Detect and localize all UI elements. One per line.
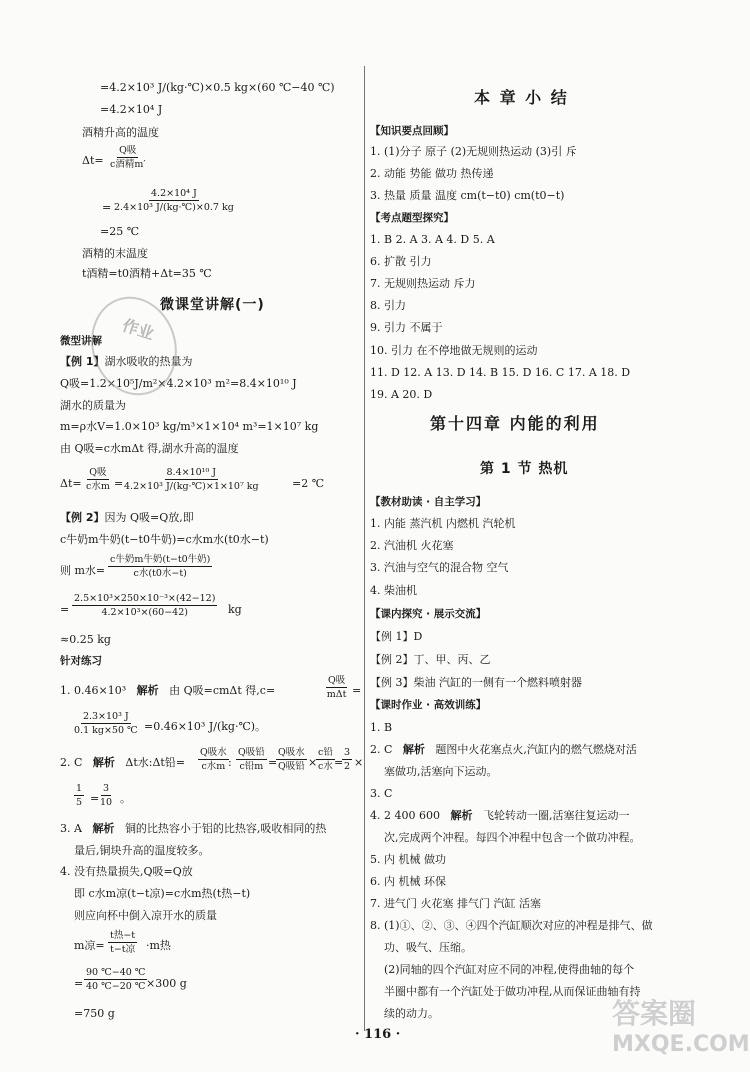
fraction-numerator: 3 — [103, 783, 110, 794]
fraction-numerator: 2.3×10³ J — [82, 711, 129, 722]
text-line: 10. 引力 在不停地做无规则的运动 — [370, 344, 538, 357]
text-line: ≈0.25 kg — [60, 633, 111, 646]
section-header: 【课内探究 · 展示交流】 — [370, 608, 487, 620]
text-line: = — [102, 201, 112, 214]
text-line: c牛奶m牛奶(t−t0牛奶)=c水m水(t0水−t) — [60, 533, 269, 546]
answer-text: 题图中火花塞点火,汽缸内的燃气燃烧对活 — [435, 743, 637, 756]
fraction-denominator: 4.2×10³ J/(kg·℃)×1×10⁷ kg — [124, 480, 259, 492]
fraction-numerator: Q吸 — [328, 675, 346, 686]
text-line: 塞做功,活塞向下运动。 — [384, 765, 498, 778]
fraction — [84, 968, 147, 991]
fraction-numerator: c牛奶m牛奶(t−t0牛奶) — [110, 554, 211, 565]
answer-text: 飞轮转动一圈,活塞往复运动一 — [482, 809, 630, 822]
text-line: 9. 引力 不属于 — [370, 321, 443, 334]
section-title: 微课堂讲解(一) — [160, 297, 265, 313]
section-title: 第 1 节 热机 — [480, 461, 569, 477]
fraction — [236, 748, 267, 771]
text-line: kg — [228, 603, 242, 616]
answer-line — [370, 744, 637, 755]
text-line: =0.46×10³ J/(kg·℃)。 — [144, 720, 267, 733]
fraction — [326, 676, 347, 699]
fraction-denominator: 2 — [344, 760, 351, 772]
watermark-url: MXQE.COM — [612, 1032, 750, 1057]
fraction-numerator: Q吸水 — [200, 747, 227, 758]
text-line: ×300 g — [146, 977, 187, 990]
text-line: 7. 无规则热运动 斥力 — [370, 277, 476, 290]
watermark-text: 答案圈 — [612, 997, 697, 1030]
text-line: 1. B — [370, 721, 393, 734]
fraction-numerator: c铅 — [318, 747, 333, 758]
stamp-text: 作业 — [120, 315, 157, 344]
fraction-numerator: Q吸 — [119, 145, 137, 156]
text-line: × — [354, 756, 364, 769]
fraction-denominator: c水m — [86, 480, 110, 492]
text-line: 4. 柴油机 — [370, 584, 417, 597]
text-line: 酒精的末温度 — [82, 247, 148, 260]
answer-number: 2. C — [60, 756, 83, 769]
text-line: 5. 内 机械 做功 — [370, 853, 446, 866]
subsection-title: 微型讲解 — [60, 335, 102, 347]
text-line: = — [334, 756, 344, 769]
text-line: 续的动力。 — [384, 1007, 439, 1020]
fraction-denominator: c水m — [201, 760, 226, 772]
fraction — [110, 146, 146, 169]
fraction — [74, 784, 84, 807]
text-line: = — [74, 977, 84, 990]
fraction — [72, 594, 217, 617]
text-line: m=ρ水V=1.0×10³ kg/m³×1×10⁴ m³=1×10⁷ kg — [60, 420, 319, 433]
text-line: 6. 扩散 引力 — [370, 255, 432, 268]
fraction-denominator: c铅m — [239, 760, 264, 772]
text-line: Q吸=1.2×10⁵J/m²×4.2×10³ m²=8.4×10¹⁰ J — [60, 377, 297, 390]
analysis-label: 解析 — [92, 822, 115, 835]
fraction-numerator: 8.4×10¹⁰ J — [166, 467, 217, 478]
answer-text: Δt水:Δt铅= — [125, 756, 186, 769]
fraction — [342, 748, 352, 771]
fraction-denominator: 40 ℃−20 ℃ — [86, 980, 146, 992]
text-line: 7. 进气门 火花塞 排气门 汽缸 活塞 — [370, 897, 541, 910]
answer-number: 2. C — [370, 743, 393, 756]
text-line: 3. C — [370, 787, 393, 800]
text-line: =25 ℃ — [100, 225, 140, 238]
text-line: m凉= — [74, 939, 105, 952]
text-line: 即 c水m凉(t−t凉)=c水m热(t热−t) — [74, 887, 251, 900]
text-line: 1. (1)分子 原子 (2)无规则热运动 (3)引 斥 — [370, 145, 577, 158]
text-line: =4.2×10³ J/(kg·℃)×0.5 kg×(60 ℃−40 ℃) — [100, 81, 335, 94]
answer-number: 4. 2 400 600 — [370, 809, 440, 822]
fraction-numerator: 3 — [344, 747, 351, 758]
watermark — [612, 997, 750, 1057]
text-line: 功、吸气、压缩。 — [384, 941, 472, 954]
text-line: 2. 汽油机 火花塞 — [370, 539, 454, 552]
fraction — [108, 931, 137, 954]
section-header: 【课时作业 · 高效训练】 — [370, 699, 487, 711]
text-line: =750 g — [74, 1007, 115, 1020]
column-divider — [364, 66, 365, 1031]
subsection-title: 针对练习 — [60, 655, 102, 667]
text-line: 半圈中都有一个汽缸处于做功冲程,从而保证曲轴有持 — [384, 985, 641, 998]
answer-line — [370, 810, 629, 821]
analysis-label: 解析 — [402, 743, 425, 756]
text-line: × — [308, 756, 318, 769]
fraction-denominator: mΔt — [326, 688, 347, 700]
fraction-denominator: t−t凉 — [110, 943, 136, 955]
text-line: (2)同轴的四个汽缸对应不同的冲程,使得曲轴的每个 — [384, 963, 635, 976]
example-text: 湖水吸收的热量为 — [104, 355, 193, 368]
text-line: 3. 热量 质量 温度 cm(t−t0) cm(t0−t) — [370, 189, 565, 202]
text-line: 。 — [120, 792, 131, 805]
section-header: 【教材助读 · 自主学习】 — [370, 496, 487, 508]
fraction-numerator: Q吸 — [89, 467, 107, 478]
fraction-denominator: c水(t0水−t) — [133, 567, 187, 579]
answer-number: 1. 0.46×10³ — [60, 684, 127, 697]
fraction-denominator: 5 — [76, 796, 83, 808]
fraction — [100, 784, 112, 807]
text-line: 【例 1】D — [370, 630, 423, 643]
example-text: 因为 Q吸=Q放,即 — [104, 511, 194, 524]
text-line: Δt= — [82, 154, 104, 167]
text-line: 【例 2】丁、甲、丙、乙 — [370, 653, 491, 666]
text-line: : — [228, 756, 232, 769]
fraction-denominator: 0.1 kg×50 ℃ — [74, 724, 138, 736]
text-line: = — [90, 792, 100, 805]
text-line: 2. 动能 势能 做功 热传递 — [370, 167, 494, 180]
chapter-summary-title: 本 章 小 结 — [474, 88, 569, 107]
fraction-denominator: c水 — [318, 760, 333, 772]
fraction-denominator: 2.4×10³ J/(kg·℃)×0.7 kg — [114, 201, 234, 213]
fraction-numerator: 90 ℃−40 ℃ — [86, 967, 146, 978]
text-line: = — [268, 756, 278, 769]
answer-line — [60, 823, 326, 834]
fraction-numerator: 1 — [76, 783, 83, 794]
fraction-denominator: Q吸铅 — [278, 760, 305, 772]
text-line: Δt= — [60, 477, 82, 490]
text-line: 则应向杯中倒入凉开水的质量 — [74, 909, 217, 922]
text-line: 湖水的质量为 — [60, 399, 126, 412]
fraction-denominator: 10 — [100, 796, 113, 808]
analysis-label: 解析 — [450, 809, 473, 822]
fraction-numerator: Q吸铅 — [238, 747, 265, 758]
text-line: 19. A 20. D — [370, 388, 433, 401]
fraction-numerator: t热−t — [110, 930, 136, 941]
text-line: 6. 内 机械 环保 — [370, 875, 446, 888]
example-label: 【例 2】 — [60, 511, 105, 524]
analysis-label: 解析 — [136, 684, 159, 697]
answer-text: 由 Q吸=cmΔt 得,c= — [169, 684, 276, 697]
text-line: =4.2×10⁴ J — [100, 103, 163, 116]
text-line: 8. 引力 — [370, 299, 406, 312]
fraction-denominator: 4.2×10³×(60−42) — [101, 606, 188, 618]
text-line: =2 ℃ — [292, 477, 325, 490]
fraction-numerator: 4.2×10⁴ J — [151, 188, 197, 199]
fraction — [198, 748, 229, 771]
page-number: · 116 · — [355, 1027, 401, 1042]
text-line: 由 Q吸=c水mΔt 得,湖水升高的温度 — [60, 442, 239, 455]
example-line — [60, 512, 194, 523]
text-line: t酒精=t0酒精+Δt=35 ℃ — [82, 267, 212, 280]
fraction — [124, 468, 259, 491]
fraction — [276, 748, 307, 771]
text-line: 8. (1)①、②、③、④四个汽缸顺次对应的冲程是排气、做 — [370, 919, 653, 932]
fraction — [108, 555, 212, 578]
text-line: 3. 汽油与空气的混合物 空气 — [370, 561, 509, 574]
text-line: 酒精升高的温度 — [82, 126, 159, 139]
fraction-denominator: c酒精m′ — [110, 158, 146, 170]
text-line: = — [352, 684, 362, 697]
answer-line — [60, 685, 275, 696]
text-line: ·m热 — [146, 939, 171, 952]
text-line: 则 m水= — [60, 564, 106, 577]
section-header: 【考点题型探究】 — [370, 212, 454, 224]
fraction-numerator: 2.5×10³×250×10⁻³×(42−12) — [74, 593, 216, 604]
text-line: 次,完成两个冲程。每四个冲程中包含一个做功冲程。 — [384, 831, 641, 844]
text-line: 1. B 2. A 3. A 4. D 5. A — [370, 233, 495, 246]
fraction-numerator: Q吸水 — [278, 747, 305, 758]
answer-text: 铜的比热容小于铝的比热容,吸收相同的热 — [124, 822, 327, 835]
section-header: 【知识要点回顾】 — [370, 125, 454, 137]
example-label: 【例 1】 — [60, 355, 105, 368]
text-line: 4. 没有热量损失,Q吸=Q放 — [60, 865, 193, 878]
text-line: 1. 内能 蒸汽机 内燃机 汽轮机 — [370, 517, 516, 530]
fraction — [114, 189, 234, 212]
fraction — [316, 748, 335, 771]
answer-line — [60, 757, 185, 768]
text-line: 【例 3】柴油 汽缸的一侧有一个燃料喷射器 — [370, 676, 582, 689]
text-line: 量后,铜块升高的温度较多。 — [74, 844, 210, 857]
chapter-title: 第十四章 内能的利用 — [430, 414, 600, 433]
analysis-label: 解析 — [92, 756, 115, 769]
text-line: = — [114, 477, 124, 490]
answer-number: 3. A — [60, 822, 82, 835]
text-line: 11. D 12. A 13. D 14. B 15. D 16. C 17. A 18. D — [370, 366, 631, 379]
text-line: = — [60, 603, 70, 616]
fraction — [86, 468, 110, 491]
fraction — [74, 712, 138, 735]
